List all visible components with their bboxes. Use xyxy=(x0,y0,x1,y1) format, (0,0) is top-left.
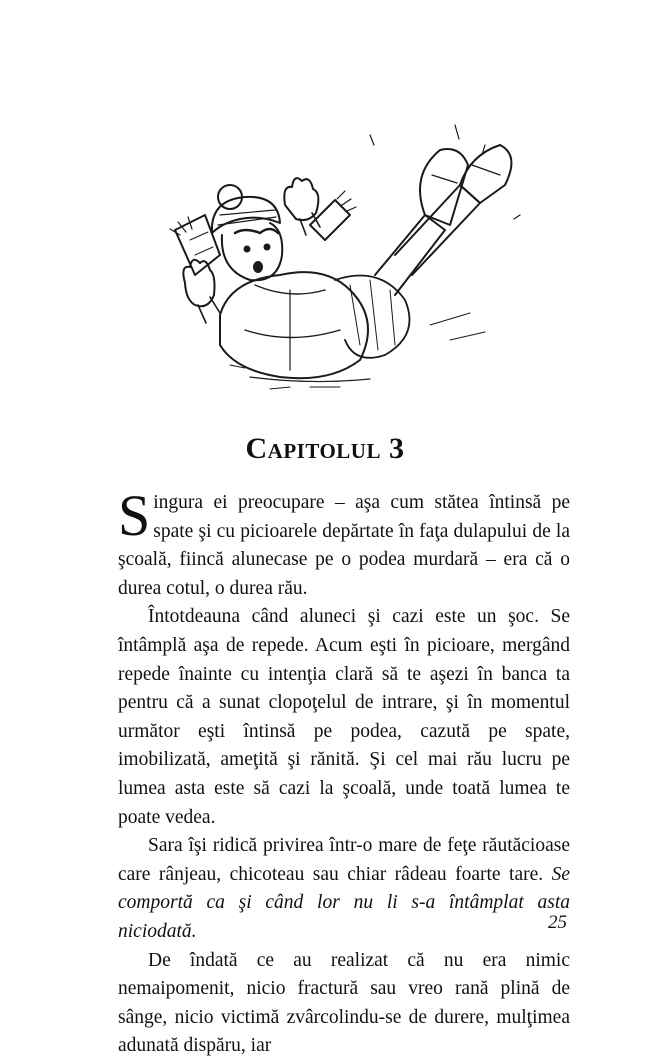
paragraph-3-italic-thought: Se comportă ca şi când lor nu li s-a întâmplat asta niciodată. xyxy=(118,863,570,942)
paragraph-1-text: ingura ei preocupare – aşa cum stătea întinsă pe spate şi cu picioarele depărtate în faţa dulapului de la şcoală, fiincă alunecase pe o podea murdară – era că o durea cotul, o durea rău. xyxy=(118,492,570,599)
chapter-title: Capitolul 3 xyxy=(245,432,405,465)
paragraph-3 xyxy=(118,832,570,946)
chapter-illustration xyxy=(150,115,530,400)
paragraph-3-text: Sara îşi ridică privirea într-o mare de feţe răutăcioase care rânjeau, chicoteau sau chiar râdeau foarte tare. xyxy=(118,835,570,885)
page-number: 25 xyxy=(548,912,567,933)
drop-cap: S xyxy=(118,483,151,548)
paragraph-1 xyxy=(118,483,570,603)
chapter-text xyxy=(118,483,570,1061)
paragraph-4: De îndată ce au realizat că nu era nimic nemaipomenit, nicio fractură sau vreo rană plină de sânge, nicio victimă zvârcolindu-se de durere, mulţimea adunată dispăru, iar xyxy=(118,949,570,1057)
paragraph-2: Întotdeauna când aluneci şi cazi este un şoc. Se întâmplă aşa de repede. Acum eşti în picioare, mergând repede înainte cu intenţia clară să te aşezi în banca ta pentru că a sunat clopoţelul de intrare, şi în momentul următor eşti întinsă pe podea, cazută pe spate, imobilizată, ameţită şi rănită. Şi cel mai rău lucru pe lumea asta este să cazi la şcoală, unde toată lumea te poate vedea. xyxy=(118,606,570,828)
